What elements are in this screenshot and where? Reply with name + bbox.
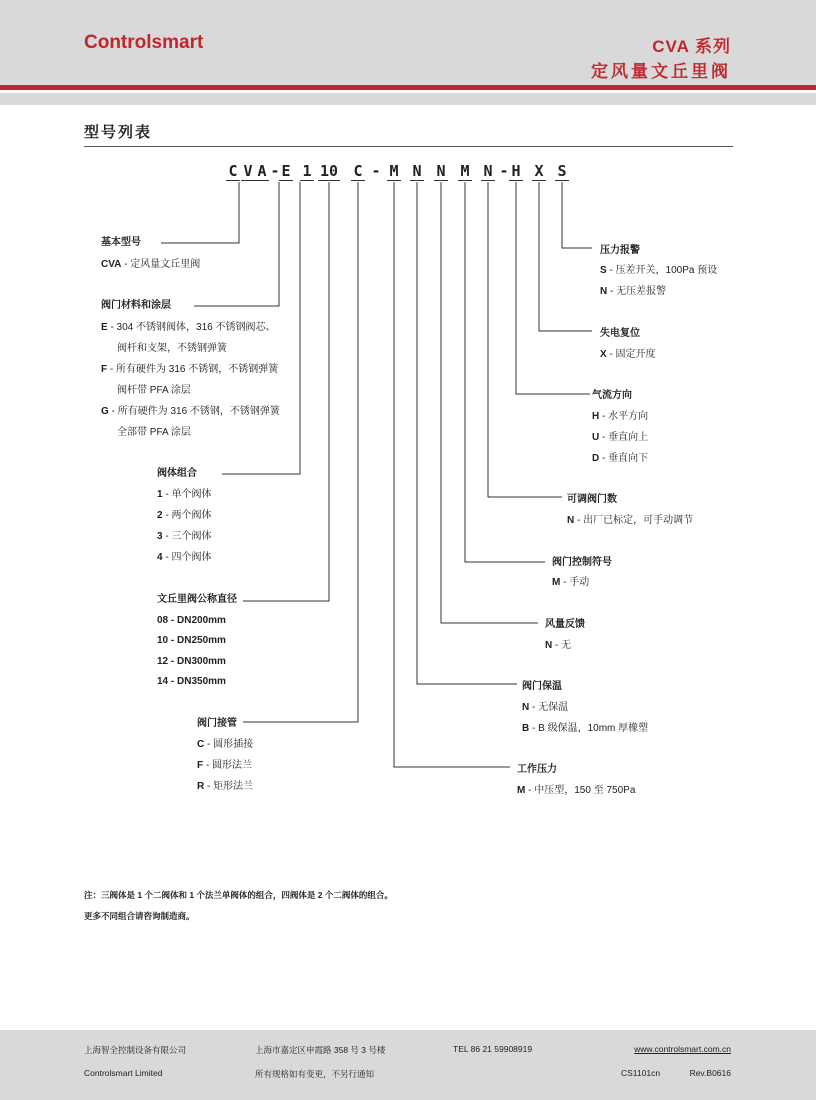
item-body-4: 4 - 四个阀体 xyxy=(157,552,212,563)
series-title: CVA 系列 xyxy=(652,37,731,56)
model-code-char: N xyxy=(483,162,493,180)
group-title-basic: 基本型号 xyxy=(101,237,141,248)
group-title-material: 阀门材料和涂层 xyxy=(101,300,171,311)
group-title-pressure-alarm: 压力报警 xyxy=(600,245,640,256)
footer-address: 上海市嘉定区申霞路 358 号 3 号楼 xyxy=(255,1045,386,1055)
model-code-char: V xyxy=(243,162,253,180)
item-connection-f: F - 圆形法兰 xyxy=(197,760,252,771)
item-material-g-cont: 全部带 PFA 涂层 xyxy=(117,427,191,438)
item-material-f-cont: 阀杆带 PFA 涂层 xyxy=(117,385,191,396)
item-insulation-n: N - 无保温 xyxy=(522,702,569,713)
group-title-control-symbol: 阀门控制符号 xyxy=(552,557,612,568)
model-code-char: N xyxy=(436,162,446,180)
item-feedback-n: N - 无 xyxy=(545,640,572,651)
model-code-char: - xyxy=(270,162,280,180)
page-footer xyxy=(0,1030,816,1100)
model-code-char: - xyxy=(499,162,509,180)
group-title-work-pressure: 工作压力 xyxy=(517,764,557,775)
model-code-char: C xyxy=(353,162,363,180)
item-diameter-12: 12 - DN300mm xyxy=(157,656,226,667)
item-control-m: M - 手动 xyxy=(552,577,590,588)
item-diameter-14: 14 - DN350mm xyxy=(157,676,226,687)
footer-company-en: Controlsmart Limited xyxy=(84,1068,163,1078)
group-title-body-combo: 阀体组合 xyxy=(157,468,197,479)
item-material-f: F - 所有硬件为 316 不锈钢，不锈钢弹簧 xyxy=(101,364,279,375)
model-code-char: X xyxy=(534,162,544,180)
group-title-adjustable: 可调阀门数 xyxy=(567,494,617,505)
item-basic-cva: CVA - 定风量文丘里阀 xyxy=(101,259,201,270)
item-pressure-m: M - 中压型，150 至 750Pa xyxy=(517,785,636,796)
footer-disclaimer: 所有规格如有变更，不另行通知 xyxy=(255,1069,375,1079)
item-body-3: 3 - 三个阀体 xyxy=(157,531,212,542)
group-title-connection: 阀门接管 xyxy=(197,718,237,729)
model-code-char: S xyxy=(557,162,567,180)
note-line-1: 注：三阀体是 1 个二阀体和 1 个法兰单阀体的组合，四阀体是 2 个二阀体的组合。 xyxy=(84,890,393,900)
item-diameter-10: 10 - DN250mm xyxy=(157,635,226,646)
model-code-char: 1 xyxy=(302,162,312,180)
item-material-e: E - 304 不锈钢阀体，316 不锈钢阀芯、 xyxy=(101,322,276,333)
item-airflow-h: H - 水平方向 xyxy=(592,411,649,422)
item-adjustable-n: N - 出厂已标定，可手动调节 xyxy=(567,515,694,526)
item-failsafe-x: X - 固定开度 xyxy=(600,349,656,360)
item-connection-r: R - 矩形法兰 xyxy=(197,781,254,792)
group-title-feedback: 风量反馈 xyxy=(545,619,585,630)
model-code-char: - xyxy=(371,162,381,180)
footer-revision: Rev.B0616 xyxy=(689,1068,731,1078)
item-material-e-cont: 阀杆和支架，不锈钢弹簧 xyxy=(117,343,227,354)
group-title-diameter: 文丘里阀公称直径 xyxy=(157,594,237,605)
footer-doc-code: CS1101cn xyxy=(621,1068,661,1078)
item-alarm-s: S - 压差开关，100Pa 预设 xyxy=(600,265,718,276)
item-diameter-08: 08 - DN200mm xyxy=(157,615,226,626)
model-code-char: H xyxy=(511,162,521,180)
section-title: 型号列表 xyxy=(84,124,153,141)
model-code-char: N xyxy=(412,162,422,180)
model-code-char: A xyxy=(257,162,267,180)
model-code-char: E xyxy=(281,162,291,180)
product-title: 定风量文丘里阀 xyxy=(591,62,731,81)
item-body-2: 2 - 两个阀体 xyxy=(157,510,212,521)
group-title-airflow: 气流方向 xyxy=(592,390,632,401)
brand-name: Controlsmart xyxy=(84,32,204,53)
model-code-char: C xyxy=(228,162,238,180)
group-title-insulation: 阀门保温 xyxy=(522,681,562,692)
model-code-char: 10 xyxy=(319,162,339,180)
footer-company-cn: 上海智全控制设备有限公司 xyxy=(84,1045,187,1055)
footer-website-link[interactable]: www.controlsmart.com.cn xyxy=(634,1044,731,1054)
group-title-fail-safe: 失电复位 xyxy=(600,328,640,339)
item-connection-c: C - 圆形插接 xyxy=(197,739,254,750)
item-alarm-n: N - 无压差报警 xyxy=(600,286,667,297)
item-airflow-d: D - 垂直向下 xyxy=(592,453,649,464)
footer-tel: TEL 86 21 59908919 xyxy=(453,1044,533,1054)
item-body-1: 1 - 单个阀体 xyxy=(157,489,212,500)
item-insulation-b: B - B 级保温，10mm 厚橡塑 xyxy=(522,723,649,734)
note-line-2: 更多不同组合请咨询制造商。 xyxy=(84,911,195,921)
model-code-char: M xyxy=(389,162,399,180)
item-material-g: G - 所有硬件为 316 不锈钢，不锈钢弹簧 xyxy=(101,406,280,417)
model-code-char: M xyxy=(460,162,470,180)
item-airflow-u: U - 垂直向上 xyxy=(592,432,649,443)
